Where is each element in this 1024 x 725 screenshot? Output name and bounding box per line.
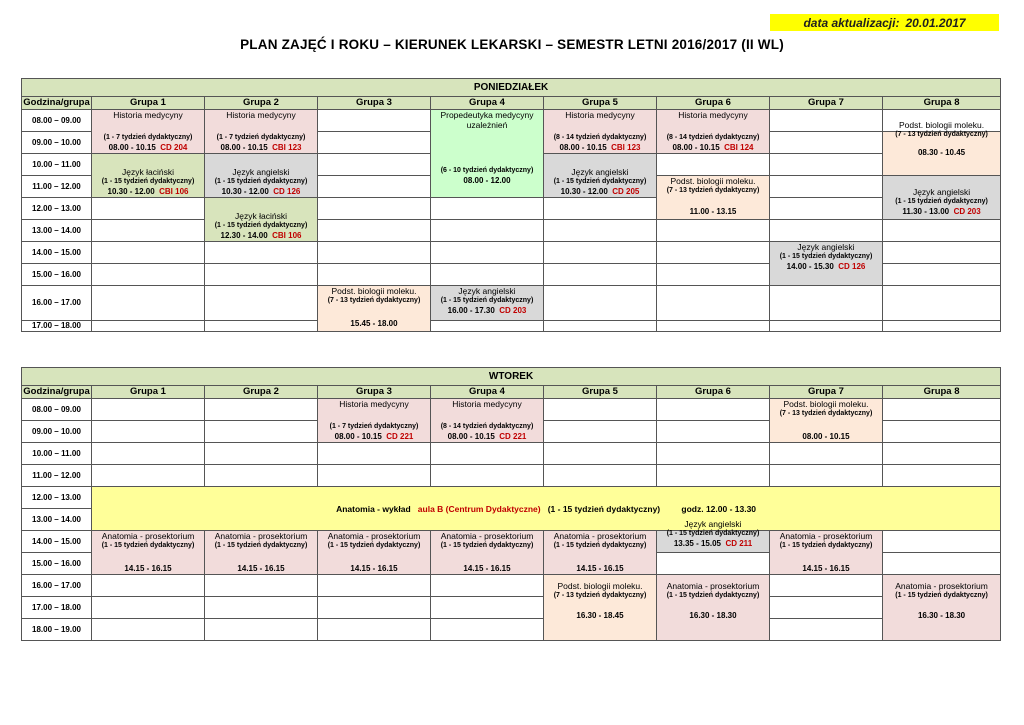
hours: 08.00 - 10.15: [108, 143, 156, 152]
class-cell: [205, 531, 318, 575]
weeks: (1 - 15 tydzień dydaktyczny): [779, 542, 873, 549]
time-slot: 12.00 – 13.00: [22, 198, 92, 220]
group-header: Grupa 7: [770, 386, 883, 399]
empty-cell: [205, 399, 318, 421]
subject: Anatomia - prosektorium: [553, 531, 647, 541]
empty-cell: [92, 597, 205, 619]
subject: Podst. biologii moleku.: [783, 399, 869, 409]
empty-cell: [657, 220, 770, 242]
time-slot: 14.00 – 15.00: [22, 531, 92, 553]
weeks: (1 - 15 tydzień dydaktyczny): [214, 542, 308, 549]
group-header: Grupa 1: [92, 386, 205, 399]
hours: 14.15 - 16.15: [237, 564, 285, 573]
update-date: 20.01.2017: [905, 15, 966, 30]
update-label: data aktualizacji:: [803, 15, 900, 30]
weeks: (1 - 15 tydzień dydaktyczny): [895, 592, 988, 599]
hours: 08.00 - 10.15: [447, 432, 495, 441]
subject: Anatomia - prosektorium: [666, 581, 760, 591]
weeks: (1 - 15 tydzień dydaktyczny): [895, 198, 988, 205]
subject: Historia medycyny: [678, 110, 748, 120]
empty-cell: [318, 597, 431, 619]
subject: Anatomia - prosektorium: [440, 531, 534, 541]
empty-cell: [657, 421, 770, 443]
lecture-weeks: (1 - 15 tydzień dydaktyczny): [547, 503, 661, 514]
class-cell: [205, 198, 318, 242]
class-cell: [544, 110, 657, 154]
empty-cell: [883, 242, 1001, 264]
empty-cell: [205, 286, 318, 321]
empty-cell: [657, 154, 770, 176]
group-header: Grupa 2: [205, 386, 318, 399]
empty-cell: [657, 286, 770, 321]
tuesday-schedule: [21, 367, 1001, 641]
class-cell: [205, 154, 318, 198]
hours: 11.30 - 13.00: [902, 207, 950, 216]
time-slot: 08.00 – 09.00: [22, 110, 92, 132]
weeks: (7 - 13 tydzień dydaktyczny): [553, 592, 647, 599]
empty-cell: [205, 264, 318, 286]
room: CBI 124: [724, 143, 754, 152]
empty-cell: [431, 443, 544, 465]
room: CBI 106: [159, 187, 189, 196]
class-cell: [657, 176, 770, 220]
group-header: Grupa 6: [657, 386, 770, 399]
class-cell: [431, 531, 544, 575]
empty-cell: [318, 198, 431, 220]
class-cell: [205, 110, 318, 154]
weeks: (8 - 14 tydzień dydaktyczny): [553, 134, 647, 141]
empty-cell: [883, 465, 1001, 487]
class-cell: [770, 399, 883, 443]
empty-cell: [770, 597, 883, 619]
empty-cell: [318, 465, 431, 487]
empty-cell: [544, 321, 657, 332]
room: CD 126: [838, 262, 866, 271]
empty-cell: [770, 619, 883, 641]
empty-cell: [318, 176, 431, 198]
group-header: Grupa 3: [318, 97, 431, 110]
time-slot: 16.00 – 17.00: [22, 575, 92, 597]
lecture-subject: Anatomia - wykład: [336, 503, 411, 514]
subject: Język łaciński: [235, 211, 287, 221]
hours: 14.00 - 15.30: [786, 262, 834, 271]
empty-cell: [431, 465, 544, 487]
subject: Język angielski: [232, 167, 290, 177]
weeks: (7 - 13 tydzień dydaktyczny): [327, 297, 421, 304]
room: CD 221: [386, 432, 414, 441]
group-header: Grupa 5: [544, 386, 657, 399]
empty-cell: [883, 399, 1001, 421]
hours: 14.15 - 16.15: [802, 564, 850, 573]
day-header-tuesday: WTOREK: [22, 368, 1001, 386]
class-cell: [544, 531, 657, 575]
class-cell: [544, 154, 657, 198]
empty-cell: [431, 220, 544, 242]
subject: Podst. biologii moleku.: [331, 286, 417, 296]
class-cell: [544, 575, 657, 641]
empty-cell: [544, 220, 657, 242]
empty-cell: [657, 465, 770, 487]
subject: Język łaciński: [122, 167, 174, 177]
empty-cell: [205, 465, 318, 487]
empty-cell: [544, 198, 657, 220]
subject: Język angielski: [571, 167, 629, 177]
hours: 10.30 - 12.00: [221, 187, 269, 196]
hours: 08.00 - 10.15: [220, 143, 268, 152]
group-header: Grupa 8: [883, 97, 1001, 110]
empty-cell: [205, 242, 318, 264]
empty-cell: [770, 443, 883, 465]
empty-cell: [544, 443, 657, 465]
lecture-room: aula B (Centrum Dydaktyczne): [417, 503, 541, 514]
time-slot: 11.00 – 12.00: [22, 465, 92, 487]
corner-label: Godzina/grupa: [23, 97, 90, 108]
empty-cell: [431, 321, 544, 332]
hours: 12.30 - 14.00: [220, 231, 268, 240]
subject: Anatomia - prosektorium: [895, 581, 988, 591]
empty-cell: [318, 575, 431, 597]
time-slot: 09.00 – 10.00: [22, 132, 92, 154]
empty-cell: [544, 242, 657, 264]
empty-cell: [657, 242, 770, 264]
subject: Podst. biologii moleku.: [899, 120, 985, 130]
class-cell: [770, 242, 883, 286]
hours: 08.00 - 10.15: [672, 143, 720, 152]
group-header: Grupa 3: [318, 386, 431, 399]
empty-cell: [770, 286, 883, 321]
hours: 08.00 - 12.00: [463, 176, 511, 185]
empty-cell: [92, 198, 205, 220]
room: CD 203: [953, 207, 981, 216]
room: CBI 123: [272, 143, 302, 152]
empty-cell: [770, 132, 883, 154]
class-cell: [770, 531, 883, 575]
hours: 08.00 - 10.15: [334, 432, 382, 441]
hours: 10.30 - 12.00: [560, 187, 608, 196]
empty-cell: [657, 264, 770, 286]
room: CBI 106: [272, 231, 302, 240]
empty-cell: [770, 110, 883, 132]
time-slot: 16.00 – 17.00: [22, 286, 92, 321]
empty-cell: [318, 619, 431, 641]
empty-cell: [205, 575, 318, 597]
time-slot: 10.00 – 11.00: [22, 443, 92, 465]
empty-cell: [92, 220, 205, 242]
class-cell: [883, 575, 1001, 641]
empty-cell: [205, 421, 318, 443]
empty-cell: [92, 465, 205, 487]
empty-cell: [431, 619, 544, 641]
hours: 08.00 - 10.15: [559, 143, 607, 152]
empty-cell: [318, 443, 431, 465]
empty-cell: [431, 575, 544, 597]
empty-cell: [544, 399, 657, 421]
weeks: (1 - 15 tydzień dydaktyczny): [666, 530, 760, 537]
hours: 13.35 - 15.05: [673, 539, 721, 548]
class-cell: [657, 575, 770, 641]
time-slot: 12.00 – 13.00: [22, 487, 92, 509]
weeks: (1 - 15 tydzień dydaktyczny): [214, 178, 308, 185]
empty-cell: [544, 465, 657, 487]
empty-cell: [92, 264, 205, 286]
empty-cell: [883, 321, 1001, 332]
weeks: (1 - 15 tydzień dydaktyczny): [101, 542, 195, 549]
subject: Propedeutyka medycyny uzależnień: [440, 110, 534, 130]
group-header: Grupa 8: [883, 386, 1001, 399]
empty-cell: [318, 264, 431, 286]
hours: 16.30 - 18.30: [917, 611, 966, 620]
hours: 08.30 - 10.45: [917, 148, 966, 157]
empty-cell: [883, 531, 1001, 553]
empty-cell: [205, 321, 318, 332]
empty-cell: [92, 286, 205, 321]
empty-cell: [318, 110, 431, 132]
empty-cell: [431, 597, 544, 619]
empty-cell: [92, 399, 205, 421]
time-slot: 13.00 – 14.00: [22, 509, 92, 531]
subject: Podst. biologii moleku.: [670, 176, 756, 186]
group-header: Grupa 4: [431, 386, 544, 399]
room: CBI 123: [611, 143, 641, 152]
time-slot: 18.00 – 19.00: [22, 619, 92, 641]
empty-cell: [657, 443, 770, 465]
weeks: (1 - 7 tydzień dydaktyczny): [216, 134, 306, 141]
weeks: (1 - 7 tydzień dydaktyczny): [103, 134, 193, 141]
room: CD 126: [273, 187, 301, 196]
empty-cell: [92, 421, 205, 443]
empty-cell: [431, 242, 544, 264]
empty-cell: [205, 443, 318, 465]
time-slot: 09.00 – 10.00: [22, 421, 92, 443]
group-header: Grupa 4: [431, 97, 544, 110]
page-title: PLAN ZAJĘĆ I ROKU – KIERUNEK LEKARSKI – SEMESTR LETNI 2016/2017 (II WL): [240, 37, 784, 52]
empty-cell: [770, 465, 883, 487]
time-slot: 11.00 – 12.00: [22, 176, 92, 198]
corner-label: Godzina/grupa: [23, 386, 90, 397]
group-header: Grupa 2: [205, 97, 318, 110]
empty-cell: [883, 421, 1001, 443]
weeks: (1 - 15 tydzień dydaktyczny): [779, 253, 873, 260]
empty-cell: [883, 553, 1001, 575]
empty-cell: [92, 443, 205, 465]
hours: 08.00 - 10.15: [802, 432, 850, 441]
hours: 16.30 - 18.30: [689, 611, 737, 620]
empty-cell: [770, 198, 883, 220]
time-slot: 08.00 – 09.00: [22, 399, 92, 421]
group-header: Grupa 6: [657, 97, 770, 110]
group-header: Grupa 1: [92, 97, 205, 110]
subject: Historia medycyny: [339, 399, 409, 409]
subject: Anatomia - prosektorium: [101, 531, 195, 541]
hours: 10.30 - 12.00: [107, 187, 155, 196]
class-cell: [657, 110, 770, 154]
class-cell: [318, 286, 431, 332]
time-slot: 15.00 – 16.00: [22, 553, 92, 575]
weeks: (8 - 14 tydzień dydaktyczny): [666, 134, 760, 141]
weeks: (7 - 13 tydzień dydaktyczny): [779, 410, 873, 417]
hours: 16.00 - 17.30: [447, 306, 495, 315]
weeks: (1 - 15 tydzień dydaktyczny): [666, 592, 760, 599]
monday-schedule: [21, 78, 1001, 332]
class-cell: [657, 519, 770, 553]
empty-cell: [205, 619, 318, 641]
hours: 16.30 - 18.45: [576, 611, 624, 620]
weeks: (1 - 15 tydzień dydaktyczny): [440, 542, 534, 549]
lecture-cell: [92, 487, 1001, 531]
weeks: (1 - 15 tydzień dydaktyczny): [440, 297, 534, 304]
empty-cell: [657, 553, 770, 575]
empty-cell: [92, 619, 205, 641]
weeks: (1 - 15 tydzień dydaktyczny): [327, 542, 421, 549]
empty-cell: [883, 443, 1001, 465]
subject: Język angielski: [684, 519, 742, 529]
room: CD 221: [499, 432, 527, 441]
class-cell: [92, 110, 205, 154]
group-header: Grupa 7: [770, 97, 883, 110]
subject: Anatomia - prosektorium: [214, 531, 308, 541]
empty-cell: [92, 321, 205, 332]
weeks: (6 - 10 tydzień dydaktyczny): [440, 167, 534, 174]
subject: Podst. biologii moleku.: [557, 581, 643, 591]
subject: Historia medycyny: [113, 110, 183, 120]
empty-cell: [92, 242, 205, 264]
weeks: (7 - 13 tydzień dydaktyczny): [666, 187, 760, 194]
time-slot: 17.00 – 18.00: [22, 321, 92, 332]
class-cell: [431, 110, 544, 198]
class-cell: [883, 120, 1001, 176]
subject: Język angielski: [797, 242, 855, 252]
empty-cell: [770, 575, 883, 597]
empty-cell: [318, 154, 431, 176]
time-slot: 15.00 – 16.00: [22, 264, 92, 286]
time-slot: 14.00 – 15.00: [22, 242, 92, 264]
time-slot: 10.00 – 11.00: [22, 154, 92, 176]
class-cell: [318, 399, 431, 443]
class-cell: [318, 531, 431, 575]
empty-cell: [883, 264, 1001, 286]
group-header: Grupa 5: [544, 97, 657, 110]
empty-cell: [770, 154, 883, 176]
subject: Historia medycyny: [226, 110, 296, 120]
hours: 14.15 - 16.15: [124, 564, 172, 573]
weeks: (8 - 14 tydzień dydaktyczny): [440, 423, 534, 430]
room: CD 205: [612, 187, 640, 196]
subject: Język angielski: [912, 187, 971, 197]
weeks: (7 - 13 tydzień dydaktyczny): [895, 131, 988, 138]
room: CD 211: [725, 539, 753, 548]
empty-cell: [544, 421, 657, 443]
subject: Anatomia - prosektorium: [779, 531, 873, 541]
room: CD 204: [160, 143, 188, 152]
time-slot: 13.00 – 14.00: [22, 220, 92, 242]
class-cell: [92, 154, 205, 198]
empty-cell: [657, 399, 770, 421]
empty-cell: [770, 176, 883, 198]
subject: Anatomia - prosektorium: [327, 531, 421, 541]
time-slot: 17.00 – 18.00: [22, 597, 92, 619]
empty-cell: [318, 242, 431, 264]
hours: 14.15 - 16.15: [576, 564, 624, 573]
weeks: (1 - 15 tydzień dydaktyczny): [214, 222, 308, 229]
hours: 14.15 - 16.15: [463, 564, 511, 573]
class-cell: [431, 399, 544, 443]
weeks: (1 - 15 tydzień dydaktyczny): [553, 178, 647, 185]
empty-cell: [318, 220, 431, 242]
empty-cell: [883, 286, 1001, 321]
hours: 11.00 - 13.15: [689, 207, 737, 216]
empty-cell: [431, 264, 544, 286]
empty-cell: [431, 198, 544, 220]
hours: 15.45 - 18.00: [350, 319, 398, 328]
empty-cell: [205, 597, 318, 619]
empty-cell: [770, 220, 883, 242]
weeks: (1 - 15 tydzień dydaktyczny): [553, 542, 647, 549]
subject: Historia medycyny: [452, 399, 522, 409]
empty-cell: [544, 286, 657, 321]
class-cell: [92, 531, 205, 575]
weeks: (1 - 15 tydzień dydaktyczny): [101, 178, 195, 185]
empty-cell: [657, 321, 770, 332]
class-cell: [431, 286, 544, 321]
empty-cell: [318, 132, 431, 154]
room: CD 203: [499, 306, 527, 315]
empty-cell: [770, 321, 883, 332]
empty-cell: [883, 220, 1001, 242]
hours: 14.15 - 16.15: [350, 564, 398, 573]
class-cell: [883, 176, 1001, 220]
weeks: (1 - 7 tydzień dydaktyczny): [329, 423, 419, 430]
update-banner: [770, 14, 999, 31]
day-header-monday: PONIEDZIAŁEK: [22, 79, 1001, 97]
empty-cell: [544, 264, 657, 286]
lecture-hours: godz. 12.00 - 13.30: [681, 503, 757, 514]
subject: Historia medycyny: [565, 110, 635, 120]
subject: Język angielski: [458, 286, 516, 296]
empty-cell: [92, 575, 205, 597]
